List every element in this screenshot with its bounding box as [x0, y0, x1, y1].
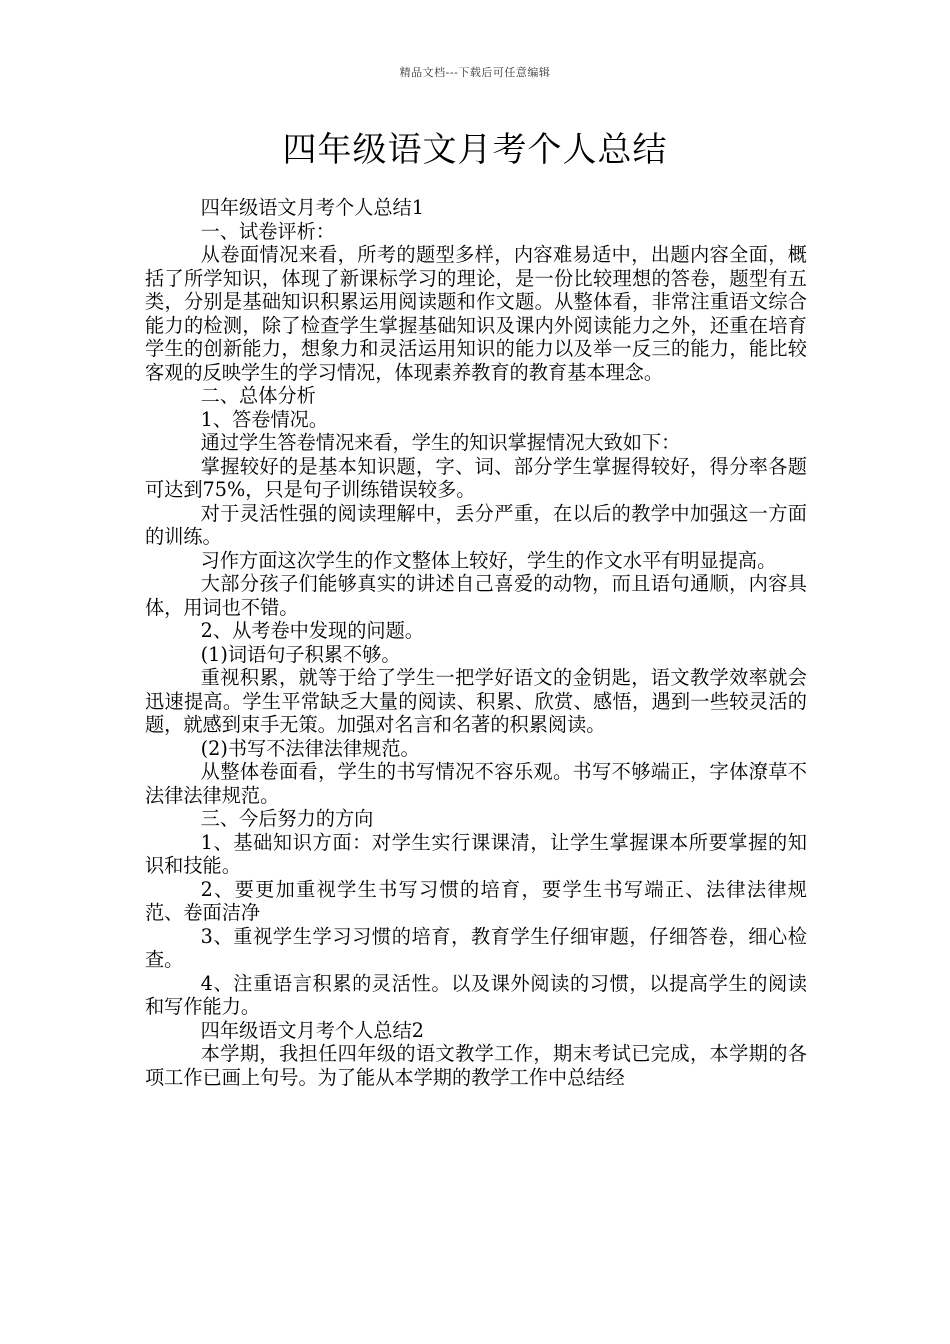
paragraph: 通过学生答卷情况来看，学生的知识掌握情况大致如下：: [200, 431, 681, 454]
subtitle-1: 四年级语文月考个人总结1: [200, 196, 424, 219]
document-body: [145, 196, 807, 1089]
list-item: (2)书写不法律法律规范。: [200, 736, 420, 760]
paragraph: 习作方面这次学生的作文整体上较好，学生的作文水平有明显提高。: [200, 548, 777, 572]
section-heading: 三、今后努力的方向: [200, 807, 374, 830]
paragraph: 对于灵活性强的阅读理解中，丢分严重，在以后的教学中加强这一方面的训练。: [145, 501, 807, 548]
subsection-heading: 1、答卷情况。: [200, 407, 329, 431]
section-heading: 一、试卷评析：: [200, 219, 335, 243]
paragraph: 重视积累，就等于给了学生一把学好语文的金钥匙，语文教学效率就会迅速提高。学生平常缺乏大量的阅读、积累、欣赏、感悟，遇到一些较灵活的题，就感到束手无策。加强对名言和名著的积累阅读。: [145, 666, 807, 736]
paragraph: 从整体卷面看，学生的书写情况不容乐观。书写不够端正，字体潦草不法律法律规范。: [145, 760, 807, 807]
list-item: 3、重视学生学习习惯的培育，教育学生仔细审题，仔细答卷，细心检查。: [145, 924, 807, 971]
document-title: 四年级语文月考个人总结: [282, 130, 668, 170]
paragraph: 掌握较好的是基本知识题，字、词、部分学生掌握得较好，得分率各题可达到75%，只是句子训练错误较多。: [145, 454, 807, 501]
paragraph: 本学期，我担任四年级的语文教学工作，期末考试已完成，本学期的各项工作已画上句号。为了能从本学期的教学工作中总结经: [145, 1042, 807, 1089]
section-heading: 二、总体分析: [200, 384, 316, 407]
list-item: 2、要更加重视学生书写习惯的培育，要学生书写端正、法律法律规范、卷面洁净: [145, 877, 807, 924]
paragraph: 从卷面情况来看，所考的题型多样，内容难易适中，出题内容全面，概括了所学知识，体现了新课标学习的理论，是一份比较理想的答卷，题型有五类，分别是基础知识积累运用阅读题和作文题。从整体看，非常注重语文综合能力的检测，除了检查学生掌握基础知识及课内外阅读能力之外，还重在培育学生的创新能力，想象力和灵活运用知识的能力以及举一反三的能力，能比较客观的反映学生的学习情况，体现素养教育的教育基本理念。: [145, 243, 807, 384]
header-note: 精品文档---下载后可任意编辑: [399, 66, 551, 79]
subtitle-2: 四年级语文月考个人总结2: [200, 1018, 424, 1042]
subsection-heading: 2、从考卷中发现的问题。: [200, 619, 424, 642]
list-item: 1、基础知识方面：对学生实行课课清，让学生掌握课本所要掌握的知识和技能。: [145, 830, 807, 877]
list-item: 4、注重语言积累的灵活性。以及课外阅读的习惯，以提高学生的阅读和写作能力。: [145, 971, 807, 1018]
list-item: (1)词语句子积累不够。: [200, 642, 401, 666]
paragraph: 大部分孩子们能够真实的讲述自己喜爱的动物，而且语句通顺，内容具体，用词也不错。: [145, 572, 807, 619]
